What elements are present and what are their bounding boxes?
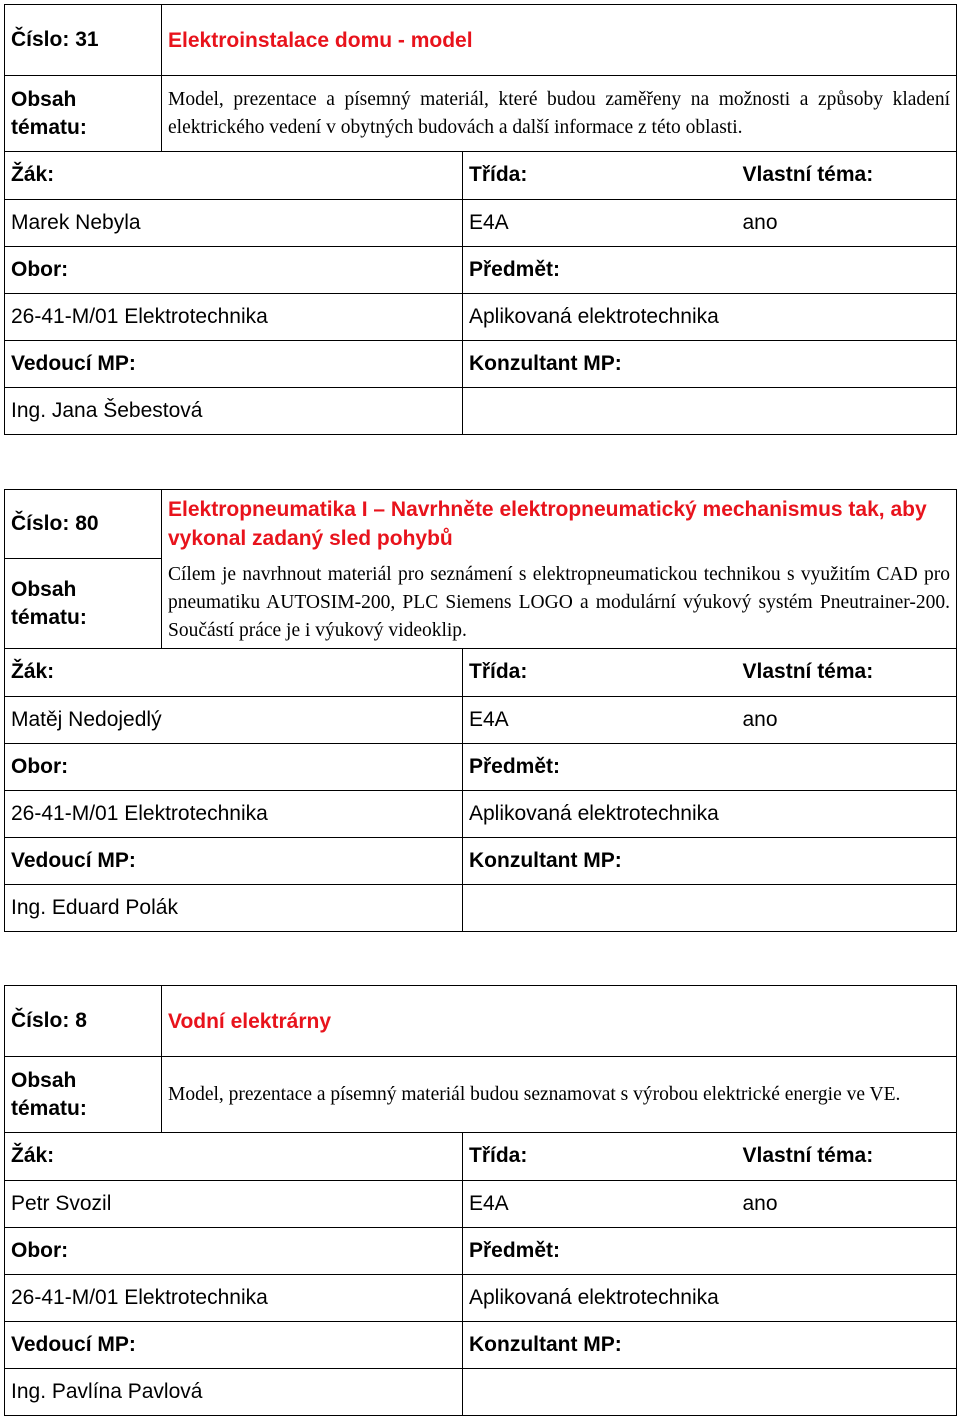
student-name: Petr Svozil: [5, 1180, 463, 1227]
topic-description: Model, prezentace a písemný materiál, které budou zaměřeny na možnosti a způsoby kladení elektrického vedení v obytných budovách a další informace z této oblasti.: [162, 76, 957, 152]
subject-label: Předmět:: [463, 743, 957, 790]
topic-content-label: Obsah tématu:: [5, 559, 162, 649]
project-card-8: [4, 985, 956, 1416]
topic-description: Model, prezentace a písemný materiál budou seznamovat s výrobou elektrické energie ve VE.: [162, 1057, 957, 1133]
topic-title: Vodní elektrárny: [162, 986, 957, 1057]
number-cell: [5, 986, 162, 1057]
student-name: Matěj Nedojedlý: [5, 696, 463, 743]
consultant-value: [463, 387, 957, 434]
class-value: E4A: [463, 696, 737, 743]
card-info: [4, 152, 957, 435]
number-value: 8: [75, 1009, 87, 1032]
subject-value: Aplikovaná elektrotechnika: [463, 1274, 957, 1321]
student-label: Žák:: [5, 1133, 463, 1180]
card-header: [4, 489, 957, 649]
class-label: Třída:: [463, 649, 737, 696]
own-topic-label: Vlastní téma:: [737, 1133, 957, 1180]
own-topic-label: Vlastní téma:: [737, 152, 957, 199]
card-info: [4, 1133, 957, 1416]
number-cell: [5, 5, 162, 76]
field-value: 26-41-M/01 Elektrotechnika: [5, 790, 463, 837]
card-info: [4, 649, 957, 932]
supervisor-label: Vedoucí MP:: [5, 1321, 463, 1368]
subject-value: Aplikovaná elektrotechnika: [463, 293, 957, 340]
project-card-31: [4, 4, 956, 435]
number-label: Číslo:: [11, 512, 70, 535]
subject-label: Předmět:: [463, 246, 957, 293]
card-header: [4, 985, 957, 1133]
project-card-80: [4, 489, 956, 932]
class-value: E4A: [463, 1180, 737, 1227]
student-name: Marek Nebyla: [5, 199, 463, 246]
consultant-label: Konzultant MP:: [463, 1321, 957, 1368]
own-topic-value: ano: [737, 1180, 957, 1227]
topic-content-label: Obsah tématu:: [5, 1057, 162, 1133]
student-label: Žák:: [5, 152, 463, 199]
field-label: Obor:: [5, 743, 463, 790]
supervisor-label: Vedoucí MP:: [5, 837, 463, 884]
class-value: E4A: [463, 199, 737, 246]
number-label: Číslo:: [11, 1009, 70, 1032]
topic-description: Cílem je navrhnout materiál pro seznámení s elektropneumatickou technikou s využitím CAD pro pneumatiku AUTOSIM-200, PLC Siemens LOGO a modulární výukový systém Pneutrainer-200. Součástí práce je i výukový videoklip.: [162, 559, 957, 649]
student-label: Žák:: [5, 649, 463, 696]
consultant-value: [463, 1368, 957, 1415]
supervisor-value: Ing. Jana Šebestová: [5, 387, 463, 434]
own-topic-value: ano: [737, 199, 957, 246]
class-label: Třída:: [463, 152, 737, 199]
number-cell: [5, 490, 162, 559]
number-label: Číslo:: [11, 28, 70, 51]
field-label: Obor:: [5, 1227, 463, 1274]
subject-value: Aplikovaná elektrotechnika: [463, 790, 957, 837]
number-value: 80: [75, 512, 99, 535]
topic-title: Elektroinstalace domu - model: [162, 5, 957, 76]
topic-title: Elektropneumatika I – Navrhněte elektropneumatický mechanismus tak, aby vykonal zadaný sled pohybů: [162, 490, 957, 559]
supervisor-label: Vedoucí MP:: [5, 340, 463, 387]
supervisor-value: Ing. Pavlína Pavlová: [5, 1368, 463, 1415]
class-label: Třída:: [463, 1133, 737, 1180]
consultant-label: Konzultant MP:: [463, 340, 957, 387]
field-label: Obor:: [5, 246, 463, 293]
number-value: 31: [75, 28, 99, 51]
field-value: 26-41-M/01 Elektrotechnika: [5, 293, 463, 340]
consultant-label: Konzultant MP:: [463, 837, 957, 884]
own-topic-label: Vlastní téma:: [737, 649, 957, 696]
card-header: [4, 4, 957, 152]
topic-content-label: Obsah tématu:: [5, 76, 162, 152]
subject-label: Předmět:: [463, 1227, 957, 1274]
field-value: 26-41-M/01 Elektrotechnika: [5, 1274, 463, 1321]
consultant-value: [463, 884, 957, 931]
own-topic-value: ano: [737, 696, 957, 743]
supervisor-value: Ing. Eduard Polák: [5, 884, 463, 931]
